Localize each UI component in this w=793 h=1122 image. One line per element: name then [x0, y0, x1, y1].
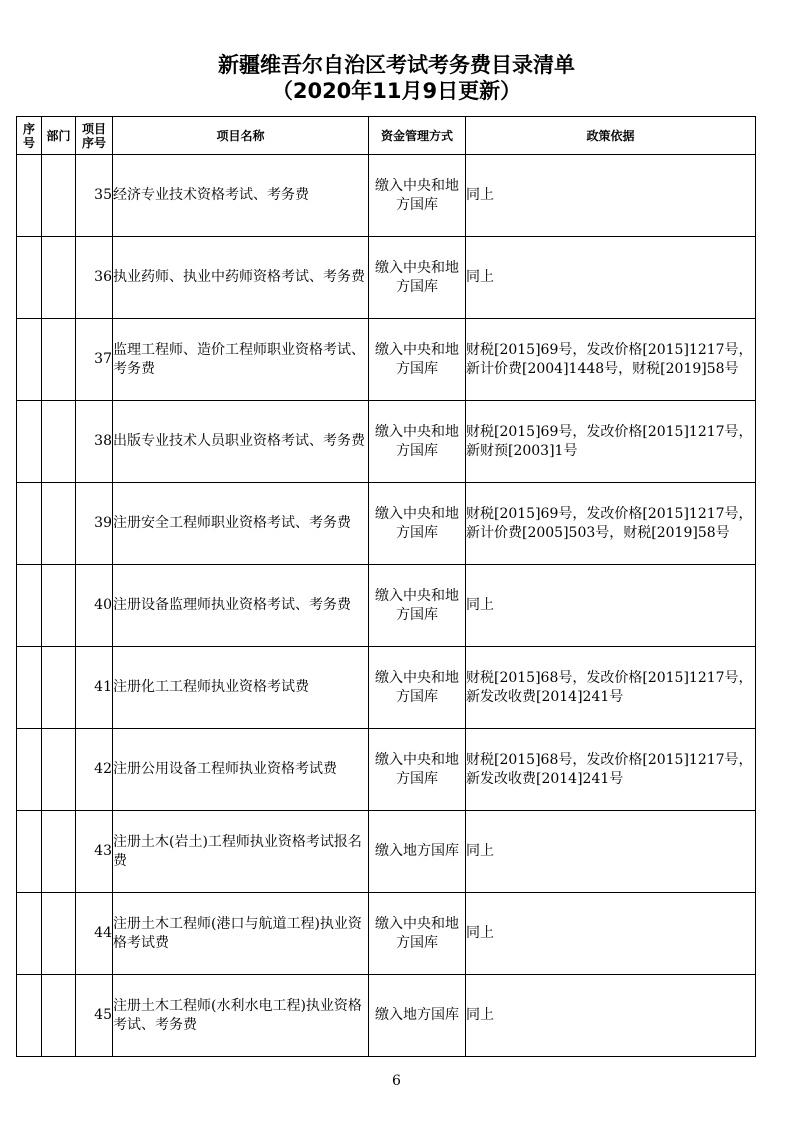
cell-policy-basis: 财税[2015]69号，发改价格[2015]1217号，新财预[2003]1号: [466, 401, 756, 483]
cell-item-no: 39: [76, 483, 113, 565]
cell-item-no: 35: [76, 155, 113, 237]
table-row: [17, 401, 756, 483]
table-row: [17, 811, 756, 893]
table-row: [17, 319, 756, 401]
cell-seq: [17, 811, 42, 893]
header-dept: 部门: [42, 117, 76, 155]
cell-fund-management: 缴入中央和地方国库: [369, 319, 466, 401]
cell-item-no: 38: [76, 401, 113, 483]
cell-fund-management: 缴入中央和地方国库: [369, 729, 466, 811]
page-number: 6: [392, 1073, 401, 1089]
cell-fund-management: 缴入地方国库: [369, 975, 466, 1057]
cell-fund-management: 缴入中央和地方国库: [369, 565, 466, 647]
cell-item-name: 经济专业技术资格考试、考务费: [113, 155, 369, 237]
cell-fund-management: 缴入地方国库: [369, 811, 466, 893]
table-row: [17, 647, 756, 729]
header-policy-basis: 政策依据: [466, 117, 756, 155]
title-line-2: （2020年11月9日更新）: [271, 79, 522, 103]
cell-item-no: 36: [76, 237, 113, 319]
cell-item-name: 执业药师、执业中药师资格考试、考务费: [113, 237, 369, 319]
cell-item-no: 44: [76, 893, 113, 975]
cell-policy-basis: 同上: [466, 565, 756, 647]
cell-dept: [42, 401, 76, 483]
cell-item-name: 注册化工工程师执业资格考试费: [113, 647, 369, 729]
cell-fund-management: 缴入中央和地方国库: [369, 483, 466, 565]
cell-item-name: 出版专业技术人员职业资格考试、考务费: [113, 401, 369, 483]
cell-item-name: 监理工程师、造价工程师职业资格考试、考务费: [113, 319, 369, 401]
cell-item-no: 43: [76, 811, 113, 893]
cell-seq: [17, 319, 42, 401]
cell-policy-basis: 同上: [466, 237, 756, 319]
title-line-1: 新疆维吾尔自治区考试考务费目录清单: [218, 53, 575, 77]
header-fund-management: 资金管理方式: [369, 117, 466, 155]
cell-dept: [42, 155, 76, 237]
table-row: [17, 565, 756, 647]
cell-policy-basis: 财税[2015]68号，发改价格[2015]1217号，新发改收费[2014]241号: [466, 647, 756, 729]
header-item-no: 项目 序号: [76, 117, 113, 155]
cell-dept: [42, 811, 76, 893]
cell-policy-basis: 同上: [466, 155, 756, 237]
header-item-name: 项目名称: [113, 117, 369, 155]
cell-seq: [17, 237, 42, 319]
table-row: [17, 237, 756, 319]
cell-dept: [42, 483, 76, 565]
cell-item-name: 注册设备监理师执业资格考试、考务费: [113, 565, 369, 647]
cell-item-name: 注册安全工程师职业资格考试、考务费: [113, 483, 369, 565]
cell-seq: [17, 401, 42, 483]
cell-dept: [42, 975, 76, 1057]
document-title: [0, 52, 793, 104]
table-row: [17, 975, 756, 1057]
cell-seq: [17, 647, 42, 729]
cell-seq: [17, 729, 42, 811]
cell-dept: [42, 647, 76, 729]
cell-policy-basis: 财税[2015]69号，发改价格[2015]1217号，新计价费[2005]503号，财税[2019]58号: [466, 483, 756, 565]
cell-seq: [17, 565, 42, 647]
cell-item-no: 37: [76, 319, 113, 401]
cell-item-name: 注册土木工程师(港口与航道工程)执业资格考试费: [113, 893, 369, 975]
table-row: [17, 483, 756, 565]
cell-policy-basis: 财税[2015]69号，发改价格[2015]1217号，新计价费[2004]1448号，财税[2019]58号: [466, 319, 756, 401]
cell-seq: [17, 893, 42, 975]
cell-seq: [17, 483, 42, 565]
table-row: [17, 893, 756, 975]
cell-fund-management: 缴入中央和地方国库: [369, 155, 466, 237]
cell-policy-basis: 财税[2015]68号，发改价格[2015]1217号，新发改收费[2014]241号: [466, 729, 756, 811]
cell-seq: [17, 155, 42, 237]
cell-policy-basis: 同上: [466, 975, 756, 1057]
cell-fund-management: 缴入中央和地方国库: [369, 237, 466, 319]
cell-item-name: 注册公用设备工程师执业资格考试费: [113, 729, 369, 811]
cell-item-name: 注册土木工程师(水利水电工程)执业资格考试、考务费: [113, 975, 369, 1057]
table-row: [17, 729, 756, 811]
table-row: [17, 155, 756, 237]
cell-item-no: 40: [76, 565, 113, 647]
cell-dept: [42, 237, 76, 319]
cell-item-no: 42: [76, 729, 113, 811]
cell-dept: [42, 565, 76, 647]
cell-fund-management: 缴入中央和地方国库: [369, 401, 466, 483]
cell-fund-management: 缴入中央和地方国库: [369, 893, 466, 975]
fee-list-table: [16, 116, 756, 1057]
table-header-row: [17, 117, 756, 155]
cell-dept: [42, 319, 76, 401]
cell-policy-basis: 同上: [466, 811, 756, 893]
cell-policy-basis: 同上: [466, 893, 756, 975]
cell-fund-management: 缴入中央和地方国库: [369, 647, 466, 729]
cell-dept: [42, 893, 76, 975]
cell-seq: [17, 975, 42, 1057]
cell-item-name: 注册土木(岩土)工程师执业资格考试报名费: [113, 811, 369, 893]
cell-dept: [42, 729, 76, 811]
header-seq: 序 号: [17, 117, 42, 155]
cell-item-no: 45: [76, 975, 113, 1057]
cell-item-no: 41: [76, 647, 113, 729]
